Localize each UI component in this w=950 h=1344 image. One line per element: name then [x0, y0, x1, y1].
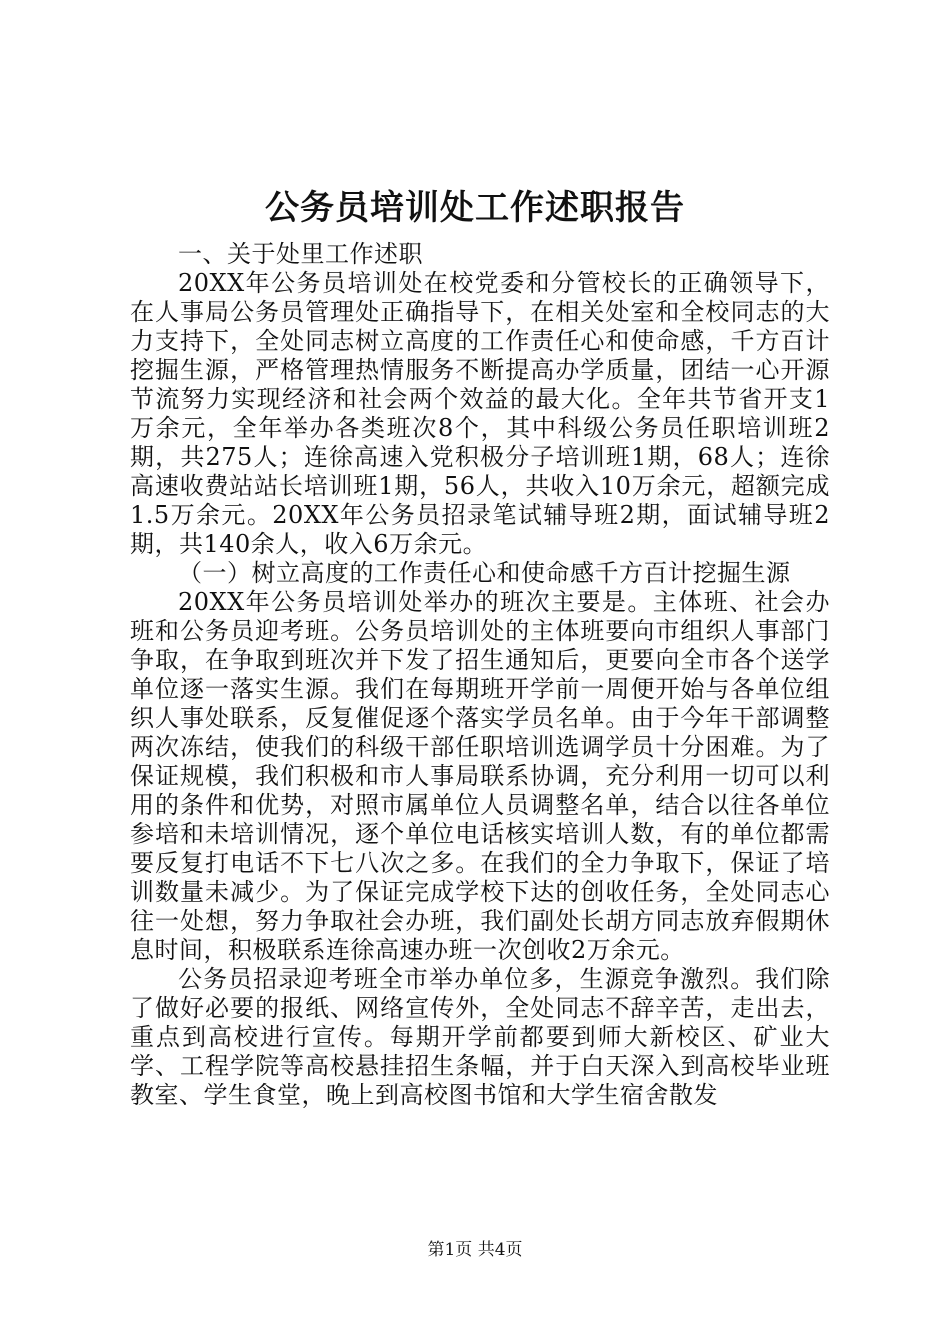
document-body — [130, 240, 830, 1110]
document-title: 公务员培训处工作述职报告 — [265, 188, 685, 228]
paragraph-summary: 20XX年公务员培训处在校党委和分管校长的正确领导下，在人事局公务员管理处正确指导下，在相关处室和全校同志的大力支持下，全处同志树立高度的工作责任心和使命感，千方百计挖掘生源，严格管理热情服务不断提高办学质量，团结一心开源节流努力实现经济和社会两个效益的最大化。全年共节省开支1万余元，全年举办各类班次8个，其中科级公务员任职培训班2期，共275人；连徐高速入党积极分子培训班1期，68人；连徐高速收费站站长培训班1期，56人，共收入10万余元，超额完成1.5万余元。20XX年公务员招录笔试辅导班2期，面试辅导班2期，共140余人，收入6万余元。 — [130, 269, 830, 558]
paragraph-exam-class: 公务员招录迎考班全市举办单位多，生源竞争激烈。我们除了做好必要的报纸、网络宣传外，全处同志不辞辛苦，走出去，重点到高校进行宣传。每期开学前都要到师大新校区、矿业大学、工程学院等高校悬挂招生条幅，并于白天深入到高校毕业班教室、学生食堂，晚上到高校图书馆和大学生宿舍散发 — [130, 965, 830, 1109]
subsection-heading: （一）树立高度的工作责任心和使命感千方百计挖掘生源 — [178, 559, 791, 587]
paragraph-recruitment: 20XX年公务员培训处举办的班次主要是。主体班、社会办班和公务员迎考班。公务员培训处的主体班要向市组织人事部门争取，在争取到班次并下发了招生通知后，更要向全市各个送学单位逐一落实生源。我们在每期班开学前一周便开始与各单位组织人事处联系，反复催促逐个落实学员名单。由于今年干部调整两次冻结，使我们的科级干部任职培训选调学员十分困难。为了保证规模，我们积极和市人事局联系协调，充分利用一切可以利用的条件和优势，对照市属单位人员调整名单，结合以往各单位参培和未培训情况，逐个单位电话核实培训人数，有的单位都需要反复打电话不下七八次之多。在我们的全力争取下，保证了培训数量未减少。为了保证完成学校下达的创收任务，全处同志心往一处想，努力争取社会办班，我们副处长胡方同志放弃假期休息时间，积极联系连徐高速办班一次创收2万余元。 — [130, 588, 830, 964]
section-heading: 一、关于处里工作述职 — [178, 240, 423, 268]
page-number: 第1页 共4页 — [427, 1240, 523, 1260]
